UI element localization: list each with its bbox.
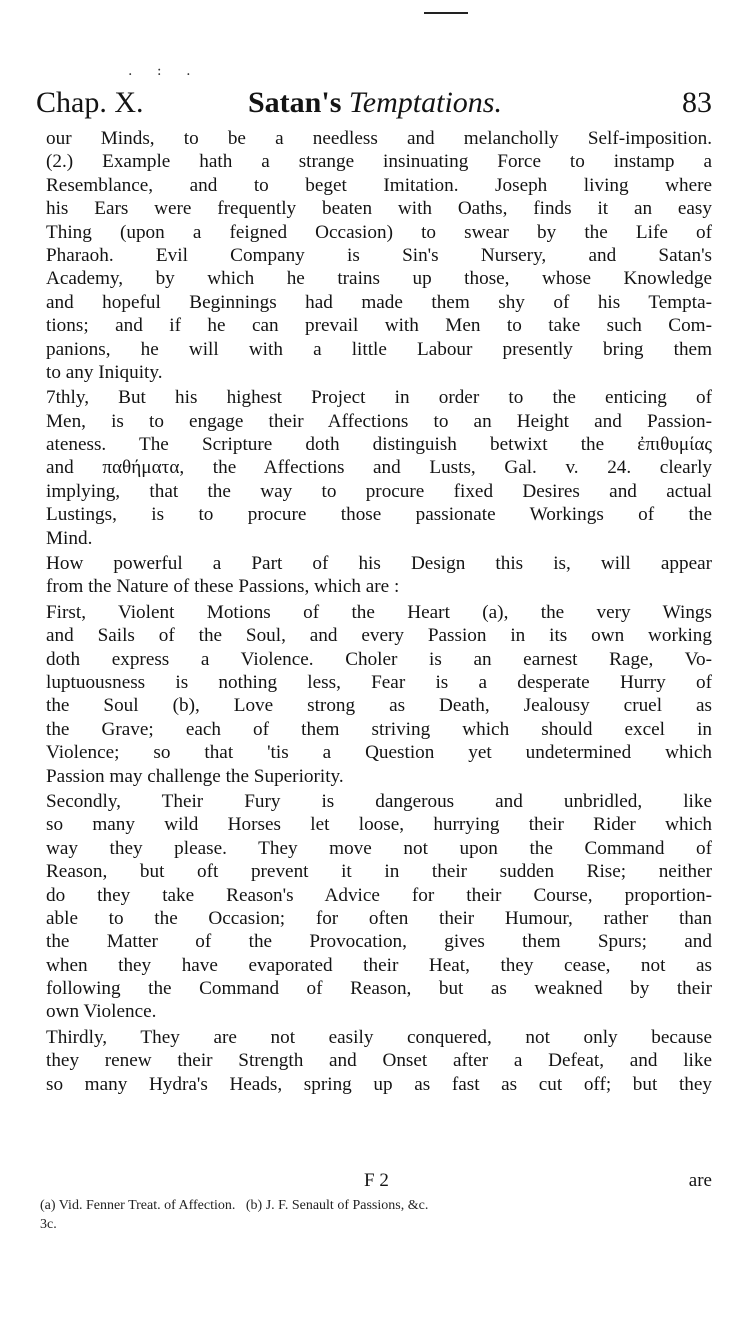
text-line: do they take Reason's Advice for their Course, proportion-	[46, 884, 712, 906]
body-text	[46, 127, 712, 1096]
text-line: so many Hydra's Heads, spring up as fast as cut off; but they	[46, 1073, 712, 1095]
text-line: when they have evaporated their Heat, they cease, not as	[46, 954, 712, 976]
page-number: 83	[682, 86, 712, 119]
chapter-label: Chap. X.	[36, 86, 144, 119]
text-line: the Grave; each of them striving which should excel in	[46, 718, 712, 740]
text-line: Mind.	[46, 527, 93, 549]
running-title	[248, 86, 502, 120]
text-line: Resemblance, and to beget Imitation. Joseph living where	[46, 174, 712, 196]
text-line: 7thly, But his highest Project in order to the enticing of	[46, 387, 712, 409]
text-line: the Soul (b), Love strong as Death, Jealousy cruel as	[46, 695, 712, 717]
text-line: Men, is to engage their Affections to an Height and Passion-	[46, 410, 712, 432]
text-line: and hopeful Beginnings had made them shy of his Tempta-	[46, 291, 712, 313]
running-title-italic: Temptations.	[348, 86, 502, 119]
text-line: own Violence.	[46, 1001, 157, 1023]
text-line: Violence; so that 'tis a Question yet undetermined which	[46, 742, 712, 764]
text-line: Academy, by which he trains up those, whose Knowledge	[46, 268, 712, 290]
catchword: are	[688, 1170, 712, 1191]
top-rule	[424, 12, 468, 14]
text-line: ateness. The Scripture doth distinguish betwixt the ἐπιθυμίας	[46, 434, 712, 456]
ink-specks: . : .	[128, 63, 201, 79]
text-line: luptuousness is nothing less, Fear is a desperate Hurry of	[46, 671, 712, 693]
text-line: Thing (upon a feigned Occasion) to swear by the Life of	[46, 221, 712, 243]
text-line: so many wild Horses let loose, hurrying their Rider which	[46, 814, 712, 836]
text-line: and Sails of the Soul, and every Passion in its own working	[46, 625, 712, 647]
text-line: How powerful a Part of his Design this is, will appear	[46, 553, 712, 575]
text-line: Reason, but oft prevent it in their sudden Rise; neither	[46, 861, 712, 883]
signature-mark: F 2	[364, 1170, 389, 1191]
text-line: following the Command of Reason, but as weakned by their	[46, 978, 712, 1000]
running-title-bold: Satan's	[248, 86, 342, 119]
text-line: Thirdly, They are not easily conquered, not only because	[46, 1026, 712, 1048]
text-line: able to the Occasion; for often their Humour, rather than	[46, 907, 712, 929]
text-line: panions, he will with a little Labour presently bring them	[46, 338, 712, 360]
text-line: tions; and if he can prevail with Men to take such Com-	[46, 315, 712, 337]
text-line: way they please. They move not upon the Command of	[46, 837, 712, 859]
page-foot	[46, 1170, 712, 1194]
footnotes	[40, 1196, 712, 1234]
text-line: Pharaoh. Evil Company is Sin's Nursery, and Satan's	[46, 244, 712, 266]
text-line: to any Iniquity.	[46, 361, 163, 383]
text-line: Lustings, is to procure those passionate Workings of the	[46, 504, 712, 526]
text-line: Passion may challenge the Superiority.	[46, 765, 344, 787]
text-line: Secondly, Their Fury is dangerous and unbridled, like	[46, 790, 712, 812]
text-line: and παθήματα, the Affections and Lusts, Gal. v. 24. clearly	[46, 457, 712, 479]
text-line: (2.) Example hath a strange insinuating Force to instamp a	[46, 151, 712, 173]
text-line: First, Violent Motions of the Heart (a), the very Wings	[46, 601, 712, 623]
footnote-line: (a) Vid. Fenner Treat. of Affection. (b) J. F. Senault of Passions, &c.	[40, 1198, 429, 1213]
text-line: his Ears were frequently beaten with Oaths, finds it an easy	[46, 198, 712, 220]
text-line: from the Nature of these Passions, which are :	[46, 576, 400, 598]
text-line: our Minds, to be a needless and melancholly Self-imposition.	[46, 128, 712, 149]
running-head	[36, 86, 712, 126]
text-line: the Matter of the Provocation, gives them Spurs; and	[46, 931, 712, 953]
text-line: implying, that the way to procure fixed Desires and actual	[46, 480, 712, 502]
text-line: they renew their Strength and Onset after a Defeat, and like	[46, 1050, 712, 1072]
text-line: doth express a Violence. Choler is an earnest Rage, Vo-	[46, 648, 712, 670]
footnote-line: 3c.	[40, 1217, 57, 1232]
